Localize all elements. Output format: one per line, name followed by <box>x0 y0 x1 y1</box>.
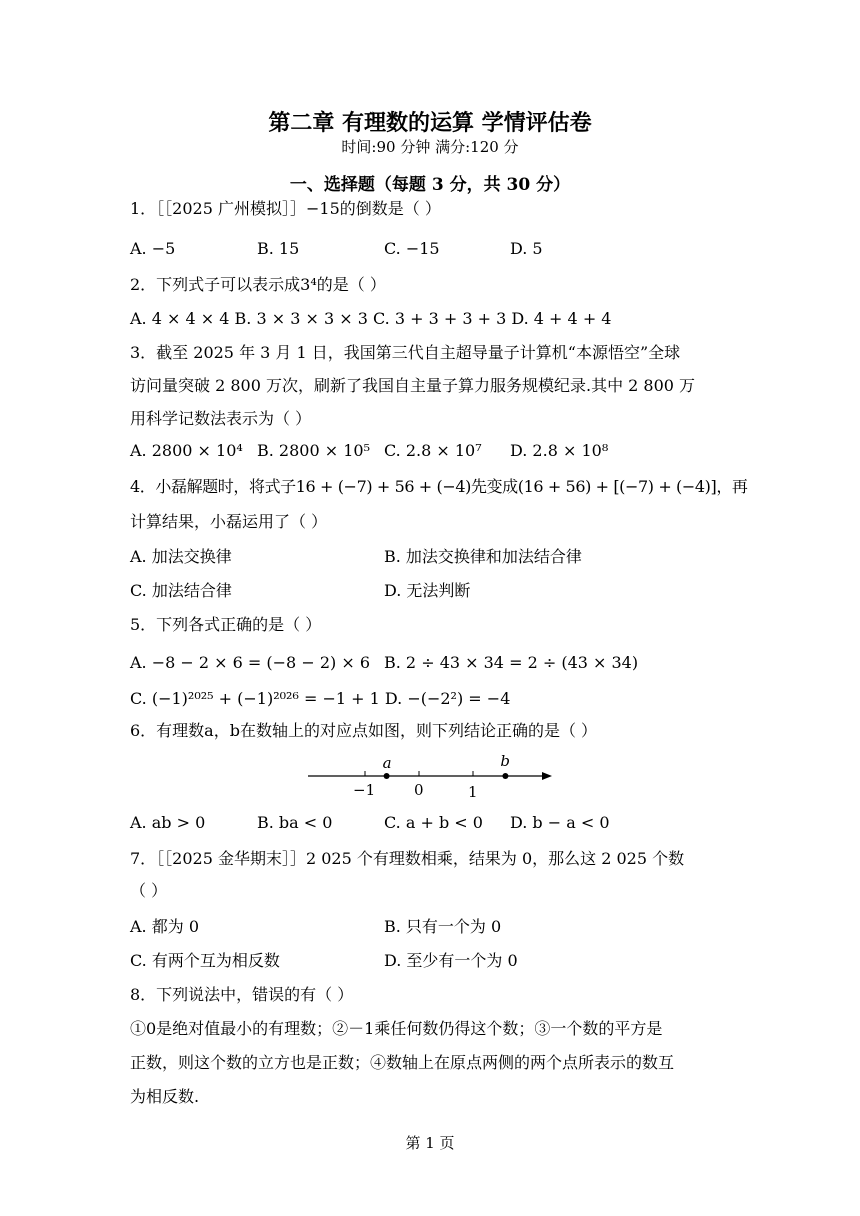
option-c: C. −15 <box>384 239 440 258</box>
option-d: D. b − a < 0 <box>510 813 610 832</box>
page-number: 第 1 页 <box>405 1134 455 1152</box>
option-d: D. 2.8 × 10⁸ <box>510 441 609 460</box>
option-b: B. 只有一个为 0 <box>384 917 502 936</box>
option-d: D. 至少有一个为 0 <box>384 951 518 970</box>
option-a: A. 2800 × 10⁴ <box>130 441 243 460</box>
option-a: A. ab > 0 <box>130 813 206 832</box>
option-a: A. −8 − 2 × 6 = (−8 − 2) × 6 <box>130 653 370 672</box>
question-1-stem: 1．［［2025 广州模拟］］−15的倒数是（ ） <box>130 199 441 218</box>
option-a: A. −5 <box>130 239 176 258</box>
tick-label-one: 1 <box>468 783 478 801</box>
option-d: D. 5 <box>510 239 543 258</box>
question-5-options-row-2: C. (−1)²⁰²⁵ + (−1)²⁰²⁶ = −1 + 1 D. −(−2²) = −4 <box>130 689 511 708</box>
tick-label-minus-one: −1 <box>353 781 376 799</box>
option-b: B. 2800 × 10⁵ <box>257 441 370 460</box>
option-c: C. 2.8 × 10⁷ <box>384 441 482 460</box>
tick-label-zero: 0 <box>414 781 424 799</box>
question-8-line-2: 正数，则这个数的立方也是正数；④数轴上在原点两侧的两个点所表示的数互 <box>130 1053 675 1072</box>
question-2-stem: 2．下列式子可以表示成3⁴的是（ ） <box>130 275 386 294</box>
question-8-stem: 8．下列说法中，错误的有（ ） <box>130 985 354 1004</box>
option-b: B. 15 <box>257 239 300 258</box>
point-b <box>502 773 508 779</box>
option-b: B. ba < 0 <box>257 813 333 832</box>
question-3-line-3: 用科学记数法表示为（ ） <box>130 409 312 428</box>
question-4-line-1: 4．小磊解题时，将式子16 + (−7) + 56 + (−4)先变成(16 + 56) + [(−7) + (−4)]，再 <box>130 477 748 496</box>
exam-info: 时间:90 分钟 满分:120 分 <box>341 138 519 156</box>
question-8-line-1: ①0是绝对值最小的有理数；②－1乘任何数仍得这个数；③一个数的平方是 <box>130 1019 663 1038</box>
label-b: b <box>500 752 511 770</box>
question-7-line-2: （ ） <box>130 881 168 900</box>
option-a: A. 加法交换律 <box>130 547 232 566</box>
option-b: B. 2 ÷ 43 × 34 = 2 ÷ (43 × 34) <box>384 653 639 672</box>
option-c: C. a + b < 0 <box>384 813 483 832</box>
point-a <box>384 773 390 779</box>
section-heading: 一、选择题（每题 3 分，共 30 分） <box>289 175 571 195</box>
question-4-line-2: 计算结果，小磊运用了（ ） <box>130 512 328 531</box>
label-a: a <box>382 754 392 772</box>
question-7-line-1: 7．［［2025 金华期末］］2 025 个有理数相乘，结果为 0，那么这 2 025 个数 <box>130 849 685 868</box>
axis-arrow <box>542 772 552 780</box>
number-line-diagram <box>300 752 560 802</box>
option-c: C. 有两个互为相反数 <box>130 951 280 970</box>
question-3-line-2: 访问量突破 2 800 万次，刷新了我国自主量子算力服务规模纪录.其中 2 800 万 <box>130 376 696 395</box>
option-a: A. 都为 0 <box>130 917 199 936</box>
question-3-line-1: 3．截至 2025 年 3 月 1 日，我国第三代自主超导量子计算机“本源悟空”全球 <box>130 343 681 362</box>
question-5-stem: 5．下列各式正确的是（ ） <box>130 615 322 634</box>
page-title: 第二章 有理数的运算 学情评估卷 <box>268 110 592 136</box>
question-6-stem: 6．有理数a，b在数轴上的对应点如图，则下列结论正确的是（ ） <box>130 721 598 740</box>
question-2-options: A. 4 × 4 × 4 B. 3 × 3 × 3 × 3 C. 3 + 3 + 3 + 3 D. 4 + 4 + 4 <box>130 309 612 328</box>
question-8-line-3: 为相反数. <box>130 1087 200 1106</box>
option-b: B. 加法交换律和加法结合律 <box>384 547 582 566</box>
option-c: C. 加法结合律 <box>130 581 232 600</box>
option-d: D. 无法判断 <box>384 581 471 600</box>
